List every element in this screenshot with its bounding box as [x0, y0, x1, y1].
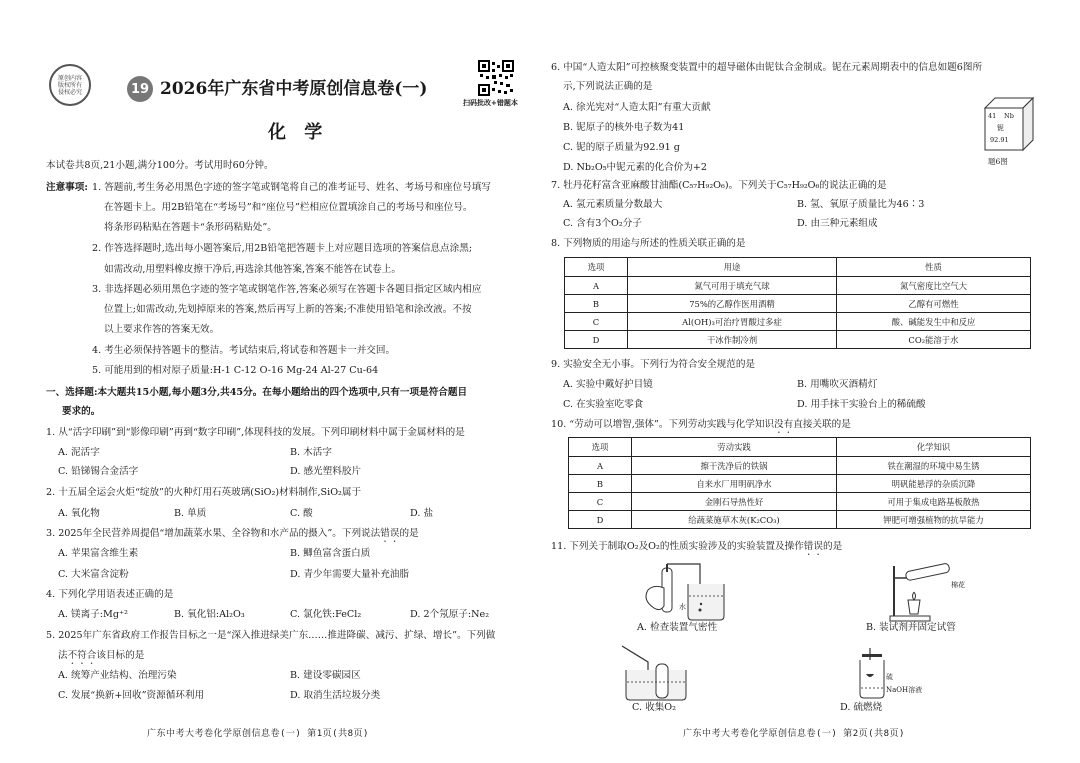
stem-part: 法	[58, 650, 68, 661]
table-header-cell: 化学知识	[837, 438, 1031, 457]
option[interactable]: B. 单质	[174, 508, 207, 519]
table-cell: 氮气密度比空气大	[837, 277, 1031, 295]
stem-part: 的是	[399, 528, 419, 539]
option[interactable]: D. 用手抹干实验台上的稀硫酸	[797, 399, 926, 410]
notice-line: 3. 非选择题必须用黑色字迹的签字笔或钢笔作答,答案必须写在答题卡各题目指定区域内相应	[92, 284, 482, 295]
table-cell: 乙醇有可燃性	[837, 295, 1031, 313]
table-cell: 钾肥可增强植物的抗旱能力	[837, 511, 1031, 529]
question-stem: 1. 从“活字印刷”到“影像印刷”再到“数字印刷”,体现科技的发展。下列印刷材料中属于金属材料的是	[46, 427, 465, 438]
element-name: 铌	[997, 124, 1004, 132]
notice-line: 在答题卡上。用2B铅笔在“考场号”和“座位号”栏相应位置填涂自己的考场号和座位号。	[104, 202, 473, 213]
notice-line: 位置上;如需改动,先划掉原来的答案,然后再写上新的答案;不准使用铅笔和涂改液。不按	[104, 304, 472, 315]
option[interactable]: A. 苹果富含维生素	[58, 548, 139, 559]
table-header-cell: 选项	[569, 438, 632, 457]
table-cell: 给蔬菜施草木灰(K₂CO₃)	[632, 511, 837, 529]
qr-caption: 扫码批改+错题本	[463, 99, 518, 107]
option[interactable]: C. 含有3个O₂分子	[563, 218, 642, 229]
page-footer-right: 广东中考大考卷化学原创信息卷(一) 第2页(共8页)	[683, 729, 905, 739]
element-number: 41	[988, 112, 997, 120]
option[interactable]: A. 氧化物	[58, 508, 100, 519]
table-cell: 擦干洗净后的铁锅	[632, 457, 837, 475]
question-stem: 2. 十五届全运会火炬“绽放”的火种灯用石英玻璃(SiO₂)材料制作,SiO₂属于	[46, 487, 362, 498]
table-header-cell: 性质	[837, 258, 1031, 277]
table-row	[565, 313, 1031, 331]
question-stem: 8. 下列物质的用途与所述的性质关联正确的是	[551, 238, 746, 249]
option[interactable]: D. Nb₂O₅中铌元素的化合价为+2	[563, 162, 708, 173]
table-cell: CO₂能溶于水	[837, 331, 1031, 349]
notice-line: 4. 考生必须保持答题卡的整洁。考试结束后,将试卷和答题卡一并交回。	[92, 345, 396, 356]
table-cell: D	[569, 511, 632, 529]
option[interactable]: C. 氯化铁:FeCl₂	[290, 609, 362, 620]
stem-part: 10. “劳动可以增智,强体”。下列劳动实践与化学知识	[551, 419, 775, 430]
subject-title: 化 学	[268, 122, 329, 143]
option[interactable]: B. 建设零碳园区	[290, 670, 361, 681]
apparatus-c-figure	[618, 640, 698, 702]
section-heading: 要求的。	[62, 406, 101, 417]
table-header-cell: 劳动实践	[632, 438, 837, 457]
table-row	[565, 295, 1031, 313]
section-heading: 一、选择题:本大题共15小题,每小题3分,共45分。在每小题给出的四个选项中,只有一项是符合题目	[46, 387, 468, 398]
naoh-label: NaOH溶液	[886, 686, 923, 694]
table-cell: 干冰作制冷剂	[628, 331, 837, 349]
stem-part: 11. 下列关于制取O₂及O₂的性质实验涉及的实验装置及操作	[551, 541, 804, 552]
paper-number-badge: 19	[127, 76, 153, 102]
page-footer-left: 广东中考大考卷化学原创信息卷(一) 第1页(共8页)	[147, 729, 369, 739]
notice-line: 如需改动,用塑料橡皮擦干净后,再选涂其他答案,答案不能答在试卷上。	[104, 264, 401, 275]
apparatus-a-figure	[640, 560, 740, 622]
stamp-line: 版权所有	[57, 81, 82, 89]
notice-line: 5. 可能用到的相对原子质量:H-1 C-12 O-16 Mg-24 Al-27 Cu-64	[92, 365, 379, 376]
emphasis-word: 错误	[803, 541, 823, 552]
table-cell: A	[565, 277, 628, 295]
option[interactable]: D. 取消生活垃圾分类	[290, 690, 381, 701]
table-cell: 氮气可用于填充气球	[628, 277, 837, 295]
option[interactable]: A. 泥活字	[58, 447, 100, 458]
copyright-stamp	[49, 64, 91, 106]
option[interactable]: B. 铌原子的核外电子数为41	[563, 122, 685, 133]
question-stem: 9. 实验安全无小事。下列行为符合安全规范的是	[551, 359, 756, 370]
figure-caption: C. 收集O₂	[632, 702, 676, 713]
table-cell: D	[565, 331, 628, 349]
table-cell: A	[569, 457, 632, 475]
water-label: 水	[679, 603, 686, 611]
option[interactable]: B. 氢、氧原子质量比为46∶3	[797, 199, 925, 210]
table-header-row	[565, 258, 1031, 277]
emphasis-word: 错误	[380, 528, 400, 539]
table-cell: Al(OH)₃可治疗胃酸过多症	[628, 313, 837, 331]
option[interactable]: D. 盐	[410, 508, 434, 519]
stamp-line: 侵权必究	[57, 88, 82, 96]
question-stem: 6. 中国“人造太阳”可控核聚变装置中的超导磁体由铌钛合金制成。铌在元素周期表中的信息如题6图所	[551, 62, 983, 73]
emphasis-word: 没有	[774, 419, 794, 430]
question-stem	[58, 650, 144, 667]
option[interactable]: B. 氧化铝:Al₂O₃	[174, 609, 245, 620]
table-cell: 铁在潮湿的环境中易生锈	[837, 457, 1031, 475]
element-mass: 92.91	[990, 136, 1009, 144]
table-cell: C	[569, 493, 632, 511]
notice-label: 注意事项:	[46, 182, 88, 193]
exam-title: 2026年广东省中考原创信息卷(一)	[160, 79, 428, 99]
table-header-cell: 用途	[628, 258, 837, 277]
question-stem	[46, 528, 419, 545]
stem-part: 3. 2025年全民营养周提倡“增加蔬菜水果、全谷物和水产品的摄入”。下列说法	[46, 528, 381, 539]
option[interactable]: A. 氢元素质量分数最大	[563, 199, 663, 210]
option[interactable]: A. 徐光宪对“人造太阳”有重大贡献	[563, 102, 711, 113]
option[interactable]: C. 酸	[290, 508, 313, 519]
table-cell: 酸、碱能发生中和反应	[837, 313, 1031, 331]
notice-line: 将条形码粘贴在答题卡“条形码粘贴处”。	[104, 222, 277, 233]
question-stem	[551, 419, 851, 436]
option[interactable]: C. 大米富含淀粉	[58, 569, 129, 580]
option[interactable]: D. 青少年需要大量补充油脂	[290, 569, 409, 580]
exam-intro: 本试卷共8页,21小题,满分100分。考试用时60分钟。	[46, 160, 274, 171]
table-cell: B	[565, 295, 628, 313]
table-row	[569, 475, 1031, 493]
question-stem: 7. 牡丹花籽富含亚麻酸甘油酯(C₅₇H₉₂O₆)。下列关于C₅₇H₉₂O₆的说法正确的是	[551, 180, 887, 191]
cotton-label: 棉花	[951, 581, 965, 589]
table-row	[565, 277, 1031, 295]
notice-line: 2. 作答选择题时,选出每小题答案后,用2B铅笔把答题卡上对应题目选项的答案信息点涂黑;	[92, 243, 473, 254]
option[interactable]: C. 铅锑锡合金活字	[58, 466, 139, 477]
question-stem	[551, 541, 842, 558]
stamp-line: 原创内容	[57, 74, 82, 82]
option[interactable]: D. 感光塑料胶片	[290, 466, 362, 477]
table-cell: 金刚石导热性好	[632, 493, 837, 511]
option[interactable]: A. 统筹产业结构、治理污染	[58, 670, 177, 681]
question-stem: 4. 下列化学用语表述正确的是	[46, 589, 174, 600]
emphasis-word: 不符合	[67, 650, 97, 661]
option[interactable]: B. 木活字	[290, 447, 332, 458]
question-stem: 示,下列说法正确的是	[563, 81, 653, 92]
table-cell: 明矾能悬浮的杂质沉降	[837, 475, 1031, 493]
sulfur-label: 硫	[886, 673, 893, 681]
option[interactable]: B. 鲫鱼富含蛋白质	[290, 548, 371, 559]
table-cell: 可用于集成电路基板散热	[837, 493, 1031, 511]
option[interactable]: A. 镁离子:Mg⁺²	[58, 609, 128, 620]
notice-line: 以上要求作答的答案无效。	[104, 324, 220, 335]
table-header-cell: 选项	[565, 258, 628, 277]
table-cell: 75%的乙醇作医用酒精	[628, 295, 837, 313]
qr-code-icon[interactable]	[478, 60, 514, 96]
figure-caption: D. 硫燃烧	[840, 702, 883, 713]
q10-table	[568, 437, 1031, 529]
table-row	[569, 493, 1031, 511]
element-symbol: Nb	[1004, 112, 1014, 120]
table-row	[569, 457, 1031, 475]
stem-part: 的是	[822, 541, 843, 552]
figure-caption: B. 装试剂并固定试管	[866, 622, 956, 633]
option[interactable]: A. 实验中戴好护目镜	[563, 379, 653, 390]
stem-part: 直接关联的是	[793, 419, 851, 430]
table-row	[565, 331, 1031, 349]
table-header-row	[569, 438, 1031, 457]
figure-caption: 题6图	[988, 157, 1008, 166]
figure-caption: A. 检查装置气密性	[637, 622, 718, 633]
table-cell: C	[565, 313, 628, 331]
option[interactable]: C. 发展“换新+回收”资源循环利用	[58, 690, 205, 701]
table-cell: 自来水厂用明矾净水	[632, 475, 837, 493]
table-row	[569, 511, 1031, 529]
stem-part: 该目标的是	[96, 650, 145, 661]
option[interactable]: B. 用嘴吹灭酒精灯	[797, 379, 878, 390]
apparatus-b-figure	[880, 560, 960, 622]
option[interactable]: C. 铌的原子质量为92.91 g	[563, 142, 680, 153]
question-stem: 5. 2025年广东省政府工作报告目标之一是“深入推进绿美广东……推进降碳、减污、扩绿、增长”。下列做	[46, 630, 496, 641]
q8-table	[564, 257, 1031, 349]
notice-line: 1. 答题前,考生务必用黑色字迹的签字笔或钢笔将自己的准考证号、姓名、考场号和座位号填写	[92, 182, 492, 193]
option[interactable]: D. 2个氖原子:Ne₂	[410, 609, 490, 620]
table-cell: B	[569, 475, 632, 493]
option[interactable]: D. 由三种元素组成	[797, 218, 878, 229]
option[interactable]: C. 在实验室吃零食	[563, 399, 644, 410]
